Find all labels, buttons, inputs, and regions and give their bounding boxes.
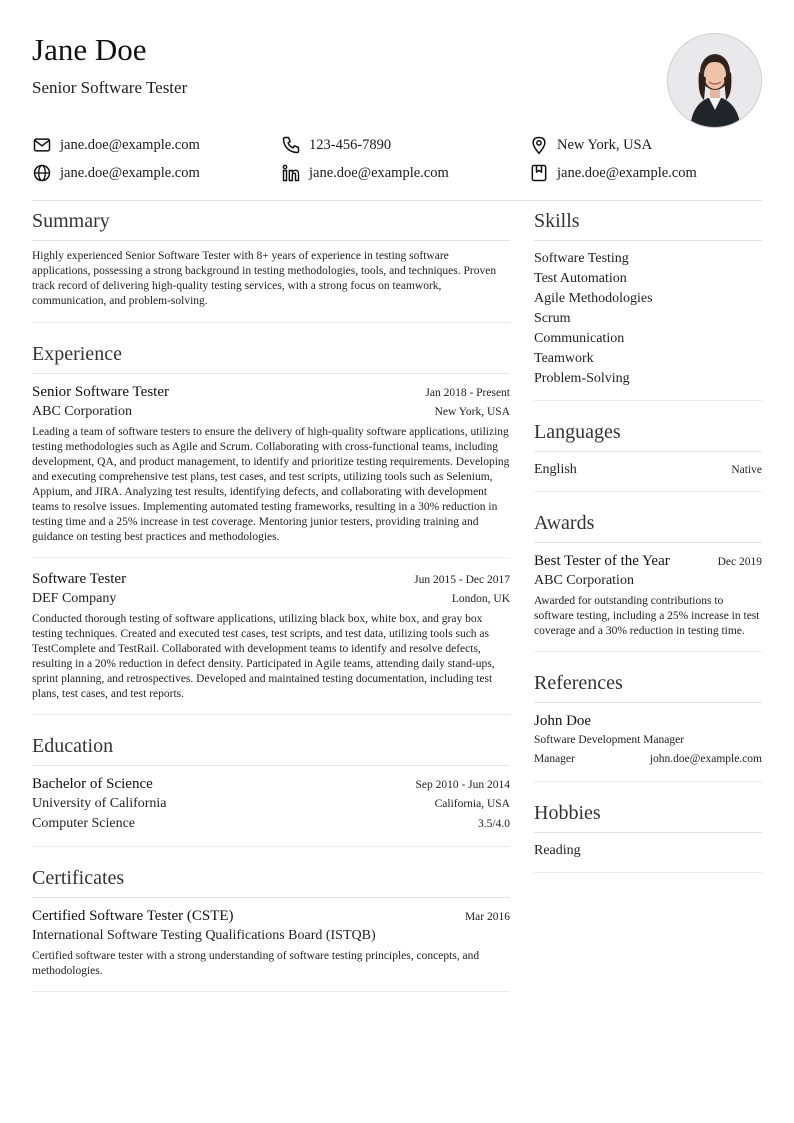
skills-title: Skills (534, 206, 762, 241)
candidate-name: Jane Doe (32, 32, 147, 67)
award-issuer: ABC Corporation (534, 573, 634, 588)
header-divider (32, 200, 762, 201)
summary-section (32, 206, 510, 323)
reference-relation: Manager (534, 753, 575, 765)
language-item (534, 460, 762, 491)
certificate-issuer: International Software Testing Qualifications Board (ISTQB) (32, 928, 376, 943)
certificate-date: Mar 2016 (464, 911, 510, 923)
contact-linkedin[interactable] (281, 162, 449, 184)
languages-section (534, 417, 762, 492)
profile-photo (667, 33, 762, 128)
certificate-entry (32, 906, 510, 991)
contact-portfolio[interactable] (529, 162, 697, 184)
languages-title: Languages (534, 417, 762, 452)
certificate-name: Certified Software Tester (CSTE) (32, 908, 234, 924)
degree: Bachelor of Science (32, 776, 153, 792)
skill-item: Teamwork (534, 351, 594, 366)
reference-email[interactable]: john.doe@example.com (649, 753, 762, 765)
hobbies-list (534, 841, 762, 872)
globe-icon (32, 163, 52, 183)
award-description: Awarded for outstanding contributions to software testing, including a 25% increase in test coverage and a 30% reduction in testing time. (534, 595, 760, 637)
reference-name: John Doe (534, 713, 592, 729)
contact-email-text: jane.doe@example.com (60, 136, 200, 153)
skills-section (534, 206, 762, 401)
hobby-item: Reading (534, 843, 581, 858)
job-dates: Jan 2018 - Present (425, 387, 510, 399)
references-title: References (534, 668, 762, 703)
contact-website-text: jane.doe@example.com (60, 164, 200, 181)
contact-linkedin-text: jane.doe@example.com (309, 164, 449, 181)
school-location: California, USA (434, 798, 510, 810)
experience-title: Experience (32, 339, 510, 374)
profile-photo-image (668, 34, 762, 128)
contact-location (529, 134, 652, 156)
mail-icon (32, 135, 52, 155)
job-role: Software Tester (32, 571, 127, 587)
experience-section (32, 339, 510, 715)
field-of-study: Computer Science (32, 816, 136, 831)
reference-position: Software Development Manager (534, 734, 685, 746)
job-description: Conducted thorough testing of software applications, utilizing black box, white box, and gray box testing techniques. Created and executed test cases, test scripts, and test data, utilizing tools such as TestComplete and TestRail. Collaborated with development teams to identify and resolve defects, resulting in a 20% reduction in defect density. Participated in Agile teams, attending daily stand-ups, sprint planning, and retrospectives. Developed and maintained testing documentation, including test plans, test cases, and test reports. (32, 613, 495, 700)
job-description: Leading a team of software testers to ensure the delivery of high-quality software applications, utilizing testing methodologies such as Agile and Scrum. Collaborating with cross-functional teams, including development, QA, and product management, to identify and prioritize testing requirements. Developing and executing comprehensive test plans, test cases, and test scripts, utilizing tools such as Selenium, Appium, and JIRA. Analyzing test results, identifying defects, and collaborating with development teams to resolve issues. Implementing automated testing frameworks, resulting in a 30% reduction in testing time and a 25% increase in test coverage. Mentoring junior testers, providing training and guidance on testing best practices and methodologies. (32, 426, 510, 543)
school: University of California (32, 796, 167, 811)
candidate-title: Senior Software Tester (32, 78, 188, 97)
job-role: Senior Software Tester (32, 384, 169, 400)
awards-title: Awards (534, 508, 762, 543)
contact-location-text: New York, USA (557, 136, 653, 153)
phone-icon (281, 135, 301, 155)
skill-item: Test Automation (534, 271, 627, 286)
language-name: English (534, 462, 577, 477)
language-level: Native (731, 464, 762, 476)
experience-entry (32, 382, 510, 557)
summary-title: Summary (32, 206, 510, 241)
resume-header (32, 30, 762, 130)
skill-item: Agile Methodologies (534, 291, 653, 306)
contact-website[interactable] (32, 162, 200, 184)
award-date: Dec 2019 (717, 556, 762, 568)
certificates-section (32, 863, 510, 992)
education-dates: Sep 2010 - Jun 2014 (415, 779, 510, 791)
education-entry (32, 774, 510, 846)
side-column (534, 206, 762, 889)
job-location: New York, USA (434, 406, 510, 418)
skill-item: Communication (534, 331, 625, 346)
education-title: Education (32, 731, 510, 766)
hobbies-title: Hobbies (534, 798, 762, 833)
linkedin-icon (281, 163, 301, 183)
location-icon (529, 135, 549, 155)
experience-entry (32, 557, 510, 714)
references-section (534, 668, 762, 782)
certificate-description: Certified software tester with a strong understanding of software testing principles, concepts, and methodologies. (32, 950, 480, 977)
certificates-title: Certificates (32, 863, 510, 898)
resume-page (32, 30, 762, 977)
job-location: London, UK (451, 593, 510, 605)
skill-item: Problem-Solving (534, 371, 630, 386)
portfolio-icon (529, 163, 549, 183)
award-entry (534, 551, 762, 651)
skill-item: Scrum (534, 311, 571, 326)
gpa: 3.5/4.0 (478, 818, 510, 830)
hobbies-section (534, 798, 762, 873)
reference-entry (534, 711, 762, 781)
award-name: Best Tester of the Year (534, 553, 670, 569)
summary-text: Highly experienced Senior Software Tester with 8+ years of experience in testing software applications, possessing a strong background in testing methodologies, tools, and techniques. Proven track record of delivering high-quality testing services, with a strong focus on teamwork, communication, and problem-solving. (32, 250, 497, 307)
skills-list (534, 249, 762, 400)
contact-phone-text: 123-456-7890 (309, 136, 392, 153)
job-company: ABC Corporation (32, 404, 132, 419)
contact-portfolio-text: jane.doe@example.com (557, 164, 697, 181)
contact-email[interactable] (32, 134, 200, 156)
skill-item: Software Testing (534, 251, 629, 266)
main-column (32, 206, 510, 1008)
awards-section (534, 508, 762, 652)
education-section (32, 731, 510, 847)
contact-phone[interactable] (281, 134, 391, 156)
job-company: DEF Company (32, 591, 117, 606)
job-dates: Jun 2015 - Dec 2017 (414, 574, 510, 586)
